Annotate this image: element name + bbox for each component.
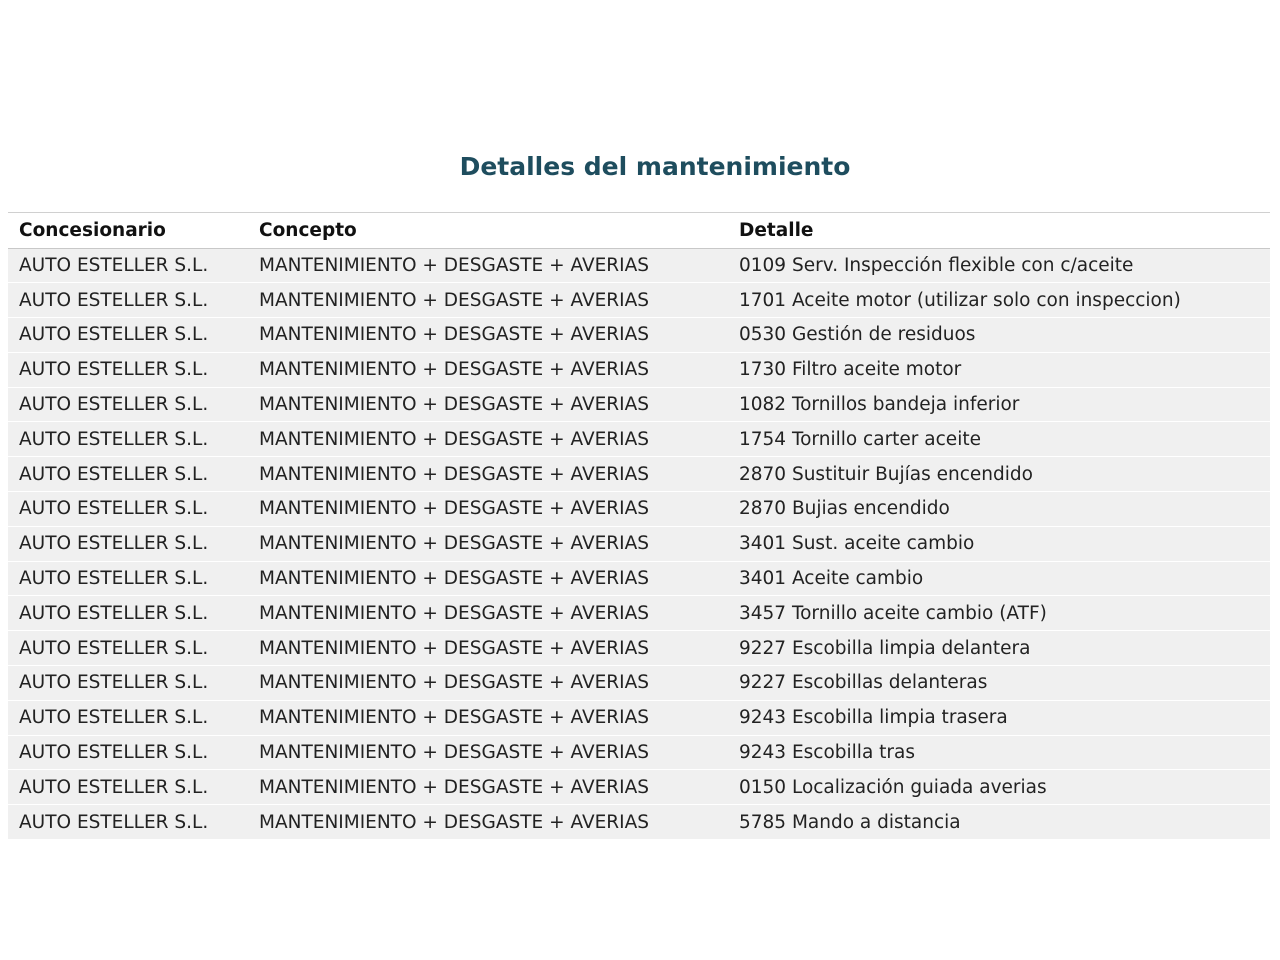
cell-detalle: 2870 Bujias encendido xyxy=(728,492,1270,527)
table-body xyxy=(8,248,1270,840)
table-row xyxy=(8,631,1270,666)
cell-concesionario: AUTO ESTELLER S.L. xyxy=(8,666,248,701)
cell-detalle: 5785 Mando a distancia xyxy=(728,805,1270,840)
cell-detalle: 3401 Aceite cambio xyxy=(728,561,1270,596)
cell-detalle: 3457 Tornillo aceite cambio (ATF) xyxy=(728,596,1270,631)
cell-concesionario: AUTO ESTELLER S.L. xyxy=(8,318,248,353)
table-row xyxy=(8,422,1270,457)
cell-detalle: 9243 Escobilla tras xyxy=(728,735,1270,770)
maintenance-table-container xyxy=(8,212,1270,840)
header-detalle: Detalle xyxy=(728,213,1270,248)
cell-concepto: MANTENIMIENTO + DESGASTE + AVERIAS xyxy=(248,631,728,666)
header-concesionario: Concesionario xyxy=(8,213,248,248)
table-row xyxy=(8,387,1270,422)
cell-concepto: MANTENIMIENTO + DESGASTE + AVERIAS xyxy=(248,422,728,457)
cell-concepto: MANTENIMIENTO + DESGASTE + AVERIAS xyxy=(248,387,728,422)
table-row xyxy=(8,561,1270,596)
cell-detalle: 9243 Escobilla limpia trasera xyxy=(728,700,1270,735)
table-row xyxy=(8,770,1270,805)
table-row xyxy=(8,735,1270,770)
cell-detalle: 9227 Escobillas delanteras xyxy=(728,666,1270,701)
cell-detalle: 2870 Sustituir Bujías encendido xyxy=(728,457,1270,492)
cell-concepto: MANTENIMIENTO + DESGASTE + AVERIAS xyxy=(248,318,728,353)
cell-concepto: MANTENIMIENTO + DESGASTE + AVERIAS xyxy=(248,596,728,631)
cell-detalle: 1082 Tornillos bandeja inferior xyxy=(728,387,1270,422)
page-title: Detalles del mantenimiento xyxy=(459,152,851,181)
maintenance-table xyxy=(8,213,1270,840)
table-header-row xyxy=(8,213,1270,248)
cell-concepto: MANTENIMIENTO + DESGASTE + AVERIAS xyxy=(248,700,728,735)
cell-concepto: MANTENIMIENTO + DESGASTE + AVERIAS xyxy=(248,457,728,492)
cell-concesionario: AUTO ESTELLER S.L. xyxy=(8,352,248,387)
cell-concepto: MANTENIMIENTO + DESGASTE + AVERIAS xyxy=(248,561,728,596)
cell-concesionario: AUTO ESTELLER S.L. xyxy=(8,735,248,770)
table-row xyxy=(8,318,1270,353)
cell-concesionario: AUTO ESTELLER S.L. xyxy=(8,631,248,666)
cell-concepto: MANTENIMIENTO + DESGASTE + AVERIAS xyxy=(248,735,728,770)
cell-concepto: MANTENIMIENTO + DESGASTE + AVERIAS xyxy=(248,248,728,283)
table-row xyxy=(8,700,1270,735)
cell-concesionario: AUTO ESTELLER S.L. xyxy=(8,561,248,596)
cell-concepto: MANTENIMIENTO + DESGASTE + AVERIAS xyxy=(248,666,728,701)
cell-concesionario: AUTO ESTELLER S.L. xyxy=(8,248,248,283)
cell-detalle: 1730 Filtro aceite motor xyxy=(728,352,1270,387)
header-concepto: Concepto xyxy=(248,213,728,248)
cell-detalle: 3401 Sust. aceite cambio xyxy=(728,526,1270,561)
cell-concesionario: AUTO ESTELLER S.L. xyxy=(8,457,248,492)
cell-concesionario: AUTO ESTELLER S.L. xyxy=(8,700,248,735)
table-row xyxy=(8,526,1270,561)
cell-concesionario: AUTO ESTELLER S.L. xyxy=(8,283,248,318)
cell-concepto: MANTENIMIENTO + DESGASTE + AVERIAS xyxy=(248,352,728,387)
cell-concepto: MANTENIMIENTO + DESGASTE + AVERIAS xyxy=(248,283,728,318)
cell-concesionario: AUTO ESTELLER S.L. xyxy=(8,422,248,457)
cell-detalle: 9227 Escobilla limpia delantera xyxy=(728,631,1270,666)
cell-concepto: MANTENIMIENTO + DESGASTE + AVERIAS xyxy=(248,805,728,840)
table-row xyxy=(8,492,1270,527)
cell-detalle: 1701 Aceite motor (utilizar solo con inspeccion) xyxy=(728,283,1270,318)
cell-detalle: 0530 Gestión de residuos xyxy=(728,318,1270,353)
table-row xyxy=(8,596,1270,631)
cell-concepto: MANTENIMIENTO + DESGASTE + AVERIAS xyxy=(248,770,728,805)
cell-concesionario: AUTO ESTELLER S.L. xyxy=(8,492,248,527)
table-row xyxy=(8,248,1270,283)
cell-concesionario: AUTO ESTELLER S.L. xyxy=(8,770,248,805)
cell-concepto: MANTENIMIENTO + DESGASTE + AVERIAS xyxy=(248,492,728,527)
table-row xyxy=(8,666,1270,701)
table-row xyxy=(8,457,1270,492)
cell-concesionario: AUTO ESTELLER S.L. xyxy=(8,526,248,561)
cell-concesionario: AUTO ESTELLER S.L. xyxy=(8,596,248,631)
table-row xyxy=(8,283,1270,318)
table-row xyxy=(8,805,1270,840)
cell-concesionario: AUTO ESTELLER S.L. xyxy=(8,805,248,840)
cell-detalle: 1754 Tornillo carter aceite xyxy=(728,422,1270,457)
cell-concepto: MANTENIMIENTO + DESGASTE + AVERIAS xyxy=(248,526,728,561)
cell-detalle: 0150 Localización guiada averias xyxy=(728,770,1270,805)
cell-detalle: 0109 Serv. Inspección flexible con c/aceite xyxy=(728,248,1270,283)
table-row xyxy=(8,352,1270,387)
cell-concesionario: AUTO ESTELLER S.L. xyxy=(8,387,248,422)
